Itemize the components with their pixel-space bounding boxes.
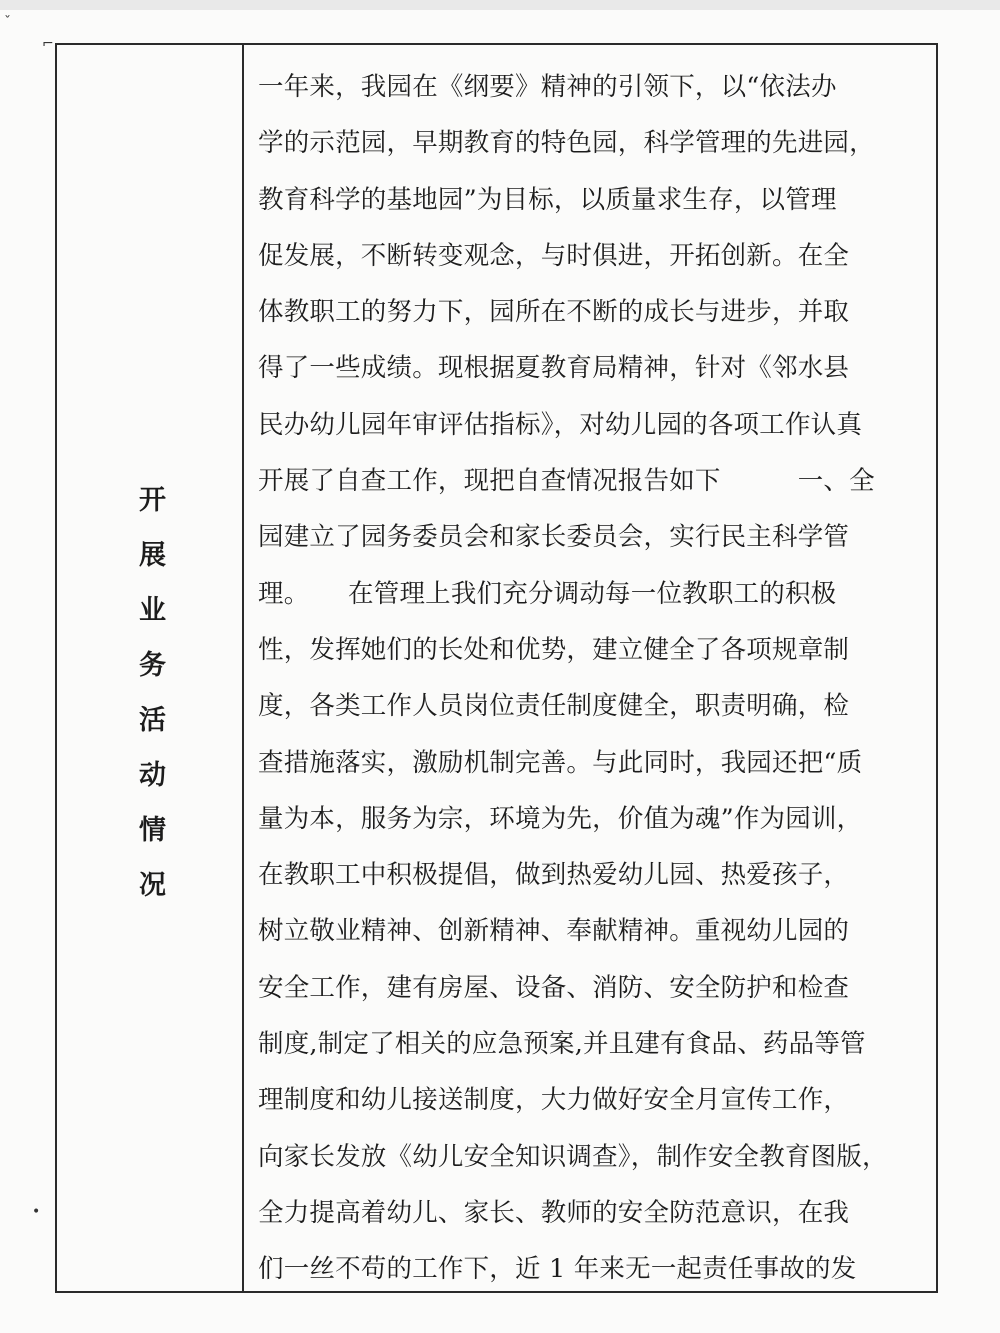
content-line: 全力提高着幼儿、家长、教师的安全防范意识，在我 xyxy=(258,1197,850,1228)
content-line: 教育科学的基地园”为目标，以质量求生存，以管理 xyxy=(258,184,837,215)
content-line: 树立敬业精神、创新精神、奉献精神。重视幼儿园的 xyxy=(258,916,850,947)
content-line: 安全工作，建有房屋、设备、消防、安全防护和检查 xyxy=(258,972,850,1003)
content-line: 度，各类工作人员岗位责任制度健全，职责明确，检 xyxy=(258,691,850,722)
content-line: 查措施落实，激励机制完善。与此同时，我园还把“质 xyxy=(258,747,863,778)
content-line: 开展了自查工作，现把自查情况报告如下 一、全 xyxy=(258,466,875,497)
section-label: 开展业务活动情况 xyxy=(134,485,165,925)
content-line: 一年来，我园在《纲要》精神的引领下，以“依法办 xyxy=(258,72,837,102)
content-line: 得了一些成绩。现根据夏教育局精神，针对《邻水县 xyxy=(258,353,850,384)
content-line: 园建立了园务委员会和家长委员会，实行民主科学管 xyxy=(258,522,850,553)
label-column xyxy=(57,45,244,1291)
content-line: 理。 在管理上我们充分调动每一位教职工的积极 xyxy=(258,578,837,609)
content-line: 们一丝不苟的工作下，近 1 年来无一起责任事故的发 xyxy=(258,1254,857,1285)
scan-top-edge xyxy=(0,0,1000,10)
content-line: 性，发挥她们的长处和优势，建立健全了各项规章制 xyxy=(258,634,850,665)
content-line: 学的示范园，早期教育的特色园，科学管理的先进园， xyxy=(258,128,875,159)
content-line: 理制度和幼儿接送制度，大力做好安全月宣传工作， xyxy=(258,1085,850,1116)
content-column xyxy=(244,45,936,1291)
content-line: 向家长发放《幼儿安全知识调查》，制作安全教育图版， xyxy=(258,1141,888,1172)
scan-speck: ˇ xyxy=(4,14,11,30)
content-line: 制度,制定了相关的应急预案,并且建有食品、药品等管 xyxy=(258,1029,866,1060)
content-line: 促发展，不断转变观念，与时俱进，开拓创新。在全 xyxy=(258,240,850,271)
content-line: 民办幼儿园年审评估指标》，对幼儿园的各项工作认真 xyxy=(258,409,863,440)
corner-mark: ⌐ xyxy=(42,36,54,52)
content-line: 体教职工的努力下，园所在不断的成长与进步，并取 xyxy=(258,297,850,328)
scan-speck: • xyxy=(32,1204,41,1220)
form-table xyxy=(55,43,938,1293)
content-line: 在教职工中积极提倡，做到热爱幼儿园、热爱孩子， xyxy=(258,860,850,891)
content-line: 量为本，服务为宗，环境为先，价值为魂”作为园训， xyxy=(258,803,863,834)
